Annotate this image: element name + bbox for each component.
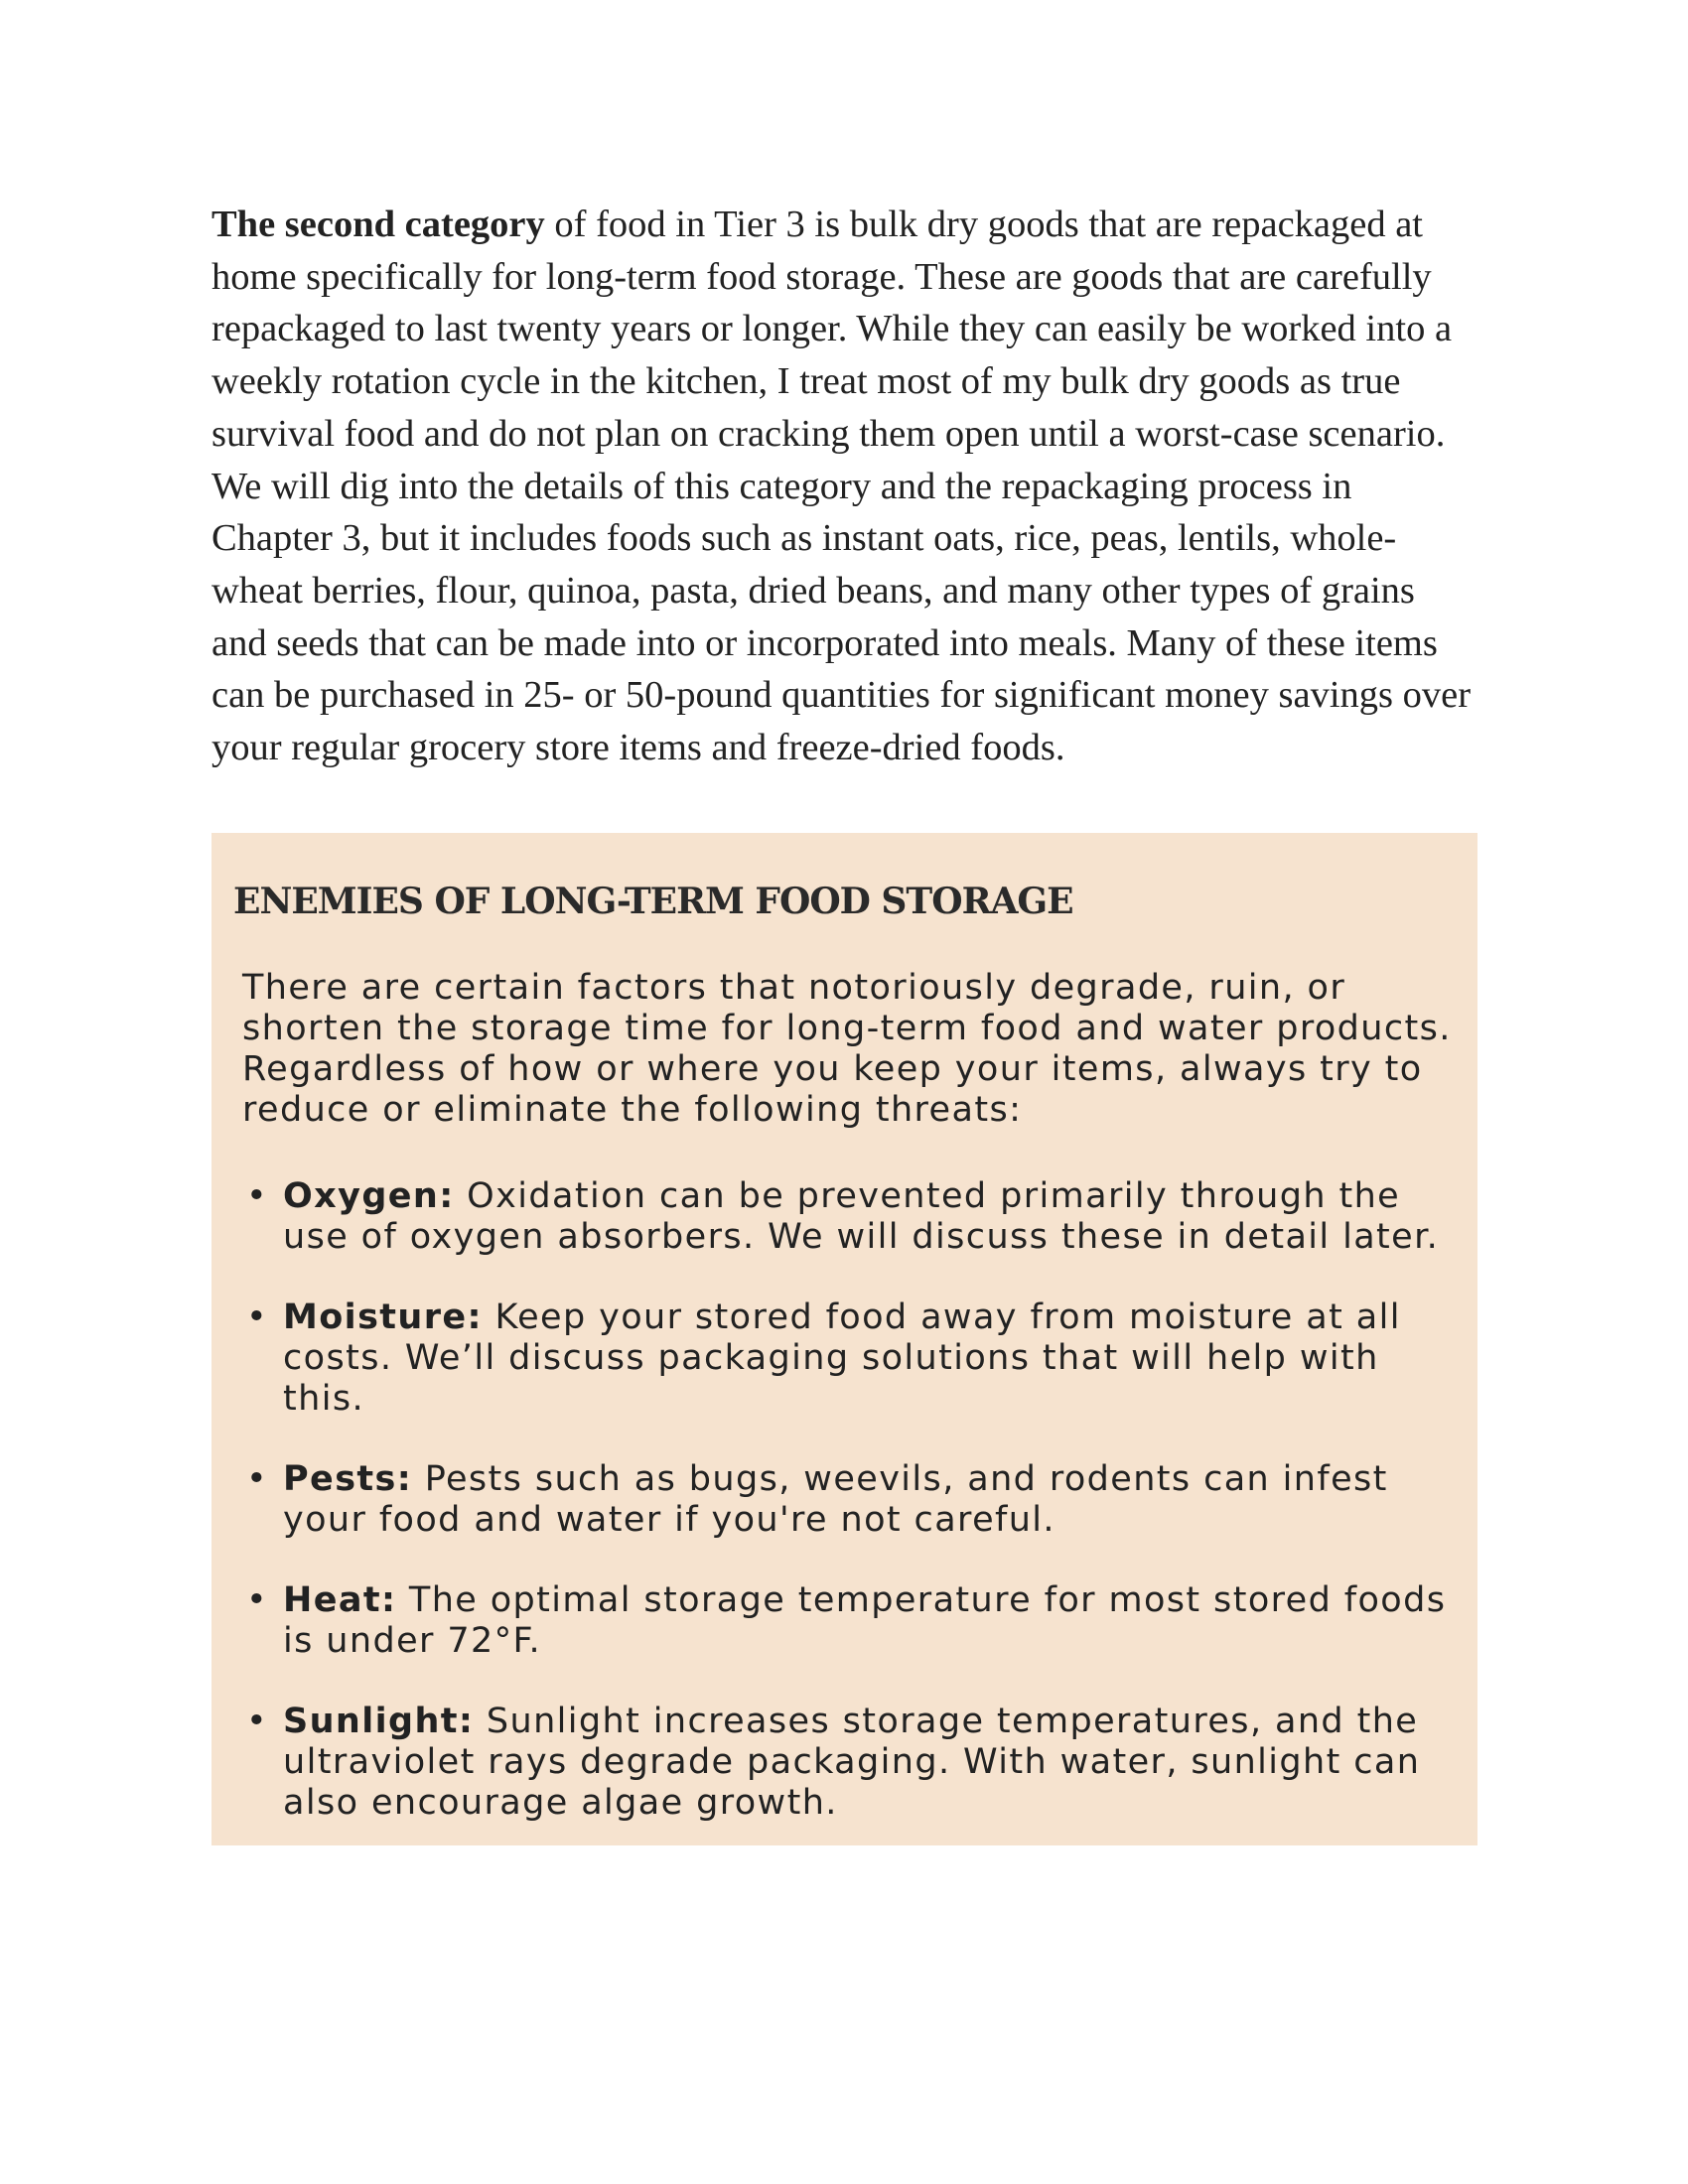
threat-term: Oxygen: bbox=[283, 1176, 455, 1216]
bullet-icon: • bbox=[246, 1176, 269, 1216]
threat-item-pests bbox=[242, 1459, 1464, 1541]
bullet-icon: • bbox=[246, 1297, 269, 1337]
threat-term: Moisture: bbox=[283, 1297, 483, 1337]
bullet-icon: • bbox=[246, 1580, 269, 1620]
threat-item-moisture bbox=[242, 1297, 1464, 1420]
bullet-icon: • bbox=[246, 1702, 269, 1741]
threat-text: Sunlight increases storage temperatures, and the ultraviolet rays degrade packaging. With water, sunlight can also encourage algae growth. bbox=[283, 1702, 1421, 1823]
intro-paragraph bbox=[211, 199, 1477, 774]
threat-item-sunlight bbox=[242, 1702, 1464, 1824]
intro-lead: The second category bbox=[211, 204, 545, 245]
threats-list bbox=[242, 1176, 1464, 1863]
threat-term: Pests: bbox=[283, 1459, 413, 1499]
threat-text: Keep your stored food away from moisture at all costs. We’ll discuss packaging solutions that will help with this. bbox=[283, 1297, 1401, 1419]
enemies-sidebar-box bbox=[211, 833, 1477, 1845]
intro-text: of food in Tier 3 is bulk dry goods that are repackaged at home specifically for long-term food storage. These are goods that are carefully repackaged to last twenty years or longer. While they can easily be worked into a weekly rotation cycle in the kitchen, I treat most of my bulk dry goods as true survival food and do not plan on cracking them open until a worst-case scenario. We will dig into the details of this category and the repackaging process in Chapter 3, but it includes foods such as instant oats, rice, peas, lentils, whole-wheat berries, flour, quinoa, pasta, dried beans, and many other types of grains and seeds that can be made into or incorporated into meals. Many of these items can be purchased in 25- or 50-pound quantities for significant money savings over your regular grocery store items and freeze-dried foods. bbox=[211, 204, 1472, 769]
threat-text: The optimal storage temperature for most stored foods is under 72°F. bbox=[283, 1580, 1447, 1661]
sidebar-title: ENEMIES OF LONG-TERM FOOD STORAGE bbox=[233, 881, 1073, 922]
threat-text: Pests such as bugs, weevils, and rodents can infest your food and water if you're not careful. bbox=[283, 1459, 1388, 1540]
page-body bbox=[211, 199, 1477, 774]
sidebar-intro: There are certain factors that notoriously degrade, ruin, or shorten the storage time for long-term food and water products. Regardless of how or where you keep your items, always try to reduce or eliminate the following threats: bbox=[242, 968, 1452, 1130]
threat-item-heat bbox=[242, 1580, 1464, 1662]
threat-term: Sunlight: bbox=[283, 1702, 475, 1741]
threat-item-oxygen bbox=[242, 1176, 1464, 1258]
bullet-icon: • bbox=[246, 1459, 269, 1499]
threat-text: Oxidation can be prevented primarily through the use of oxygen absorbers. We will discuss these in detail later. bbox=[283, 1176, 1440, 1257]
threat-term: Heat: bbox=[283, 1580, 397, 1620]
